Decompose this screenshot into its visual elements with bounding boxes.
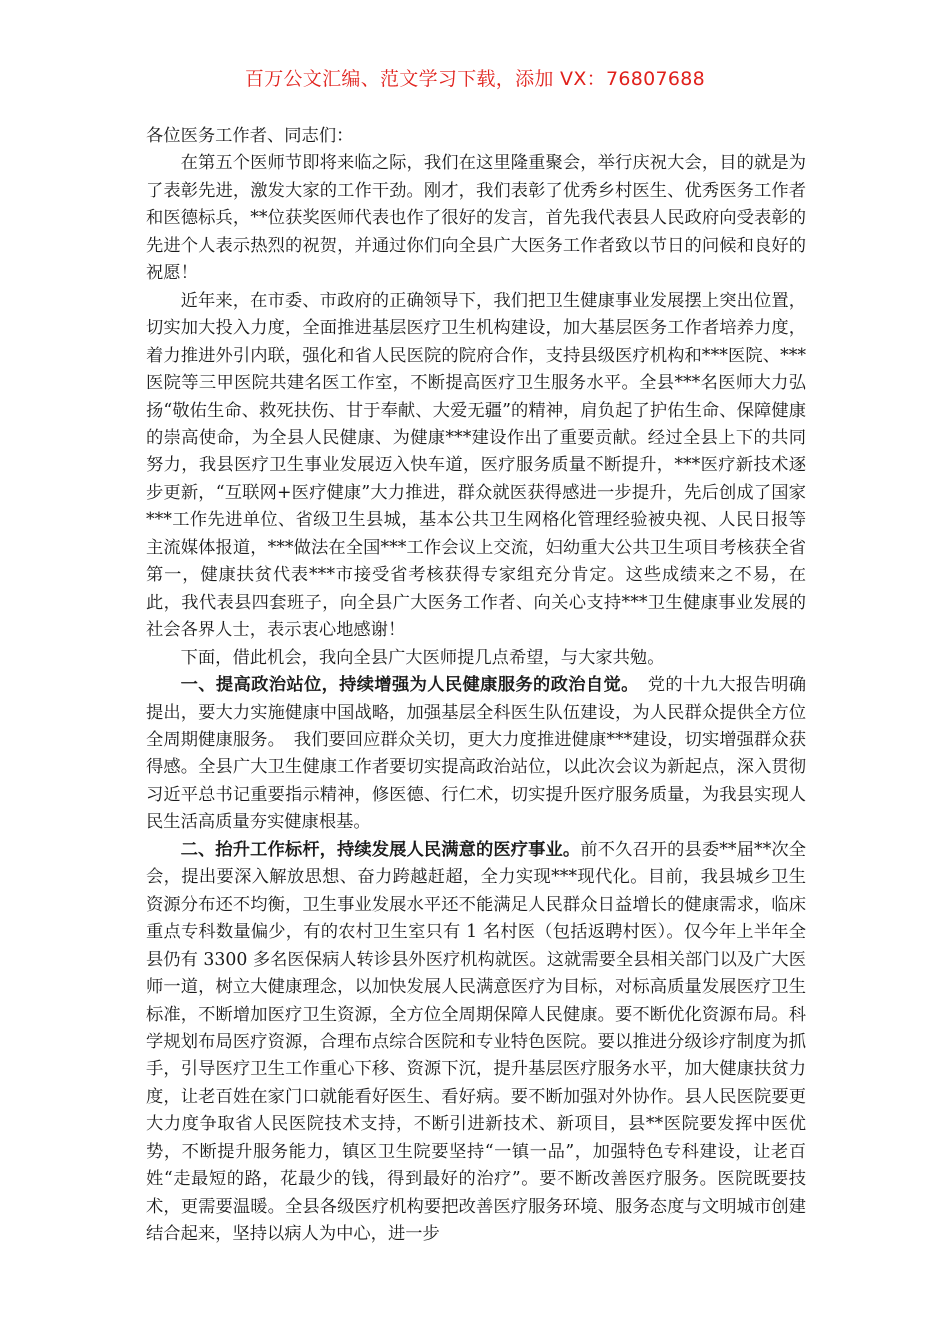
section-1-heading: 一、提高政治站位，持续增强为人民健康服务的政治自觉。 [180,675,631,696]
section-2-heading: 二、抬升工作标杆，持续发展人民满意的医疗事业。 [180,839,581,860]
paragraph-intro: 在第五个医师节即将来临之际，我们在这里隆重聚会，举行庆祝大会，目的就是为了表彰先进，激发大家的工作干劲。刚才，我们表彰了优秀乡村医生、优秀医务工作者和医德标兵，**位获奖医师代表也作了很好的发言，首先我代表县人民政府向受表彰的先进个人表示热烈的祝贺，并通过你们向全县广大医务工作者致以节日的问候和良好的祝愿！ [146,153,806,284]
document-body [146,123,806,1249]
section-2 [146,837,806,1249]
section-2-body: 前不久召开的县委**届**次全会，提出要深入解放思想、奋力跨越赶超，全力实现***现代化。目前，我县城乡卫生资源分布还不均衡，卫生事业发展水平还不能满足人民群众日益增长的健康需求，临床重点专科数量偏少，有的农村卫生室只有 1 名村医（包括返聘村医）。仅今年上半年全县仍有 3300 多名医保病人转诊县外医疗机构就医。这就需要全县相关部门以及广大医师一道，树立大健康理念，以加快发展人民满意医疗为目标，对标高质量发展医疗卫生标准，不断增加医疗卫生资源，全方位全周期保障人民健康。要不断优化资源布局。科学规划布局医疗资源，合理布点综合医院和专业特色医院。要以推进分级诊疗制度为抓手，引导医疗卫生工作重心下移、资源下沉，提升基层医疗服务水平，加大健康扶贫力度，让老百姓在家门口就能看好医生、看好病。要不断加强对外协作。县人民医院要更大力度争取省人民医院技术支持，不断引进新技术、新项目，县**医院要发挥中医优势，不断提升服务能力，镇区卫生院要坚持“一镇一品”，加强特色专科建设，让老百姓“走最短的路，花最少的钱，得到最好的治疗”。要不断改善医疗服务。医院既要技术，更需要温暖。全县各级医疗机构要把改善医疗服务环境、服务态度与文明城市创建结合起来，坚持以病人为中心，进一步 [146,839,806,1245]
paragraph-transition: 下面，借此机会，我向全县广大医师提几点希望，与大家共勉。 [180,647,665,668]
watermark-header: 百万公文汇编、范文学习下载，添加 VX：76807688 [244,68,706,90]
paragraph-achievements: 近年来，在市委、市政府的正确领导下，我们把卫生健康事业发展摆上突出位置，切实加大投入力度，全面推进基层医疗卫生机构建设，加大基层医务工作者培养力度，着力推进外引内联，强化和省人民医院的院府合作，支持县级医疗机构和***医院、***医院等三甲医院共建名医工作室，不断提高医疗卫生服务水平。全县***名医师大力弘扬“敬佑生命、救死扶伤、甘于奉献、大爱无疆”的精神，肩负起了护佑生命、保障健康的崇高使命，为全县人民健康、为健康***建设作出了重要贡献。经过全县上下的共同努力，我县医疗卫生事业发展迈入快车道，医疗服务质量不断提升，***医疗新技术逐步更新，“互联网+医疗健康”大力推进，群众就医获得感进一步提升，先后创成了国家***工作先进单位、省级卫生县城，基本公共卫生网格化管理经验被央视、人民日报等主流媒体报道，***做法在全国***工作会议上交流，妇幼重大公共卫生项目考核获全省第一，健康扶贫代表***市接受省考核获得专家组充分肯定。这些成绩来之不易，在此，我代表县四套班子，向全县广大医务工作者、向关心支持***卫生健康事业发展的社会各界人士，表示衷心地感谢！ [146,290,806,641]
salutation: 各位医务工作者、同志们： [146,126,354,146]
section-1 [146,672,806,837]
section-1-body: 党的十九大报告明确提出，要大力实施健康中国战略，加强基层全科医生队伍建设，为人民群众提供全方位全周期健康服务。 我们要回应群众关切，更大力度推进健康***建设，切实增强群众获得感。全县广大卫生健康工作者要切实提高政治站位，以此次会议为新起点，深入贯彻习近平总书记重要指示精神，修医德、行仁术，切实提升医疗服务质量，为我县实现人民生活高质量夯实健康根基。 [146,675,806,833]
